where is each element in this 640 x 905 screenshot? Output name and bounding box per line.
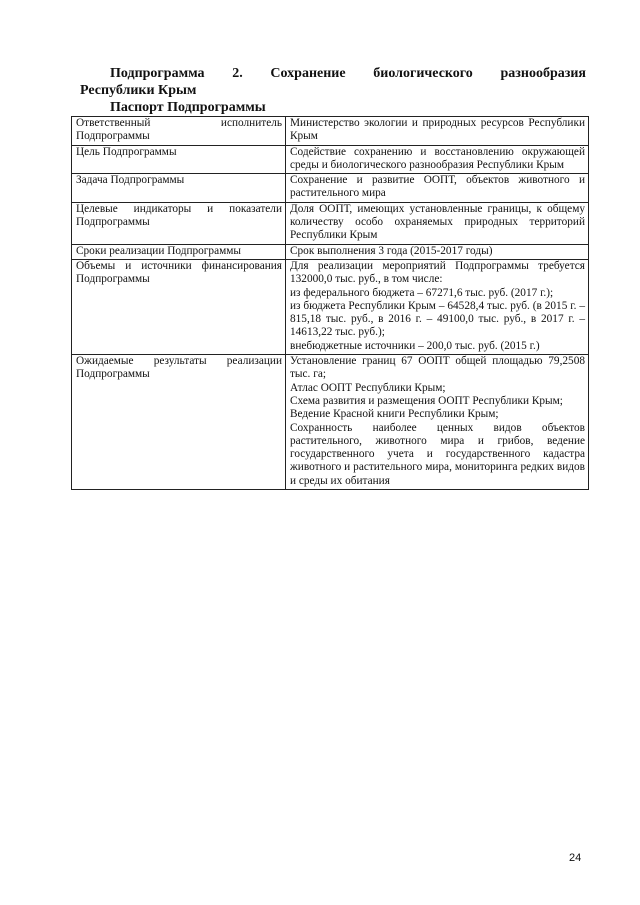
row-label: Объемы и источники финансирования Подпрограммы [72, 259, 286, 354]
passport-table [71, 116, 589, 490]
value-line: Ведение Красной книги Республики Крым; [290, 408, 499, 421]
value-line: внебюджетные источники – 200,0 тыс. руб. (2015 г.) [290, 339, 540, 352]
table-row [72, 174, 589, 203]
table-row [72, 259, 589, 354]
value-line: из бюджета Республики Крым – 64528,4 тыс. руб. (в 2015 г. – 815,18 тыс. руб., в 2016 г. – 49100,0 тыс. руб., в 2017 г. – 14613,22 тыс. руб.); [290, 299, 585, 339]
heading-word: Сохранение [270, 66, 346, 81]
subprogram-heading-line-1 [80, 65, 586, 82]
row-value [286, 202, 589, 244]
value-line: Схема развития и размещения ООПТ Республики Крым; [290, 394, 563, 407]
value-line: Министерство экологии и природных ресурсов Республики Крым [290, 117, 585, 143]
value-line: Для реализации мероприятий Подпрограммы требуется 132000,0 тыс. руб., в том числе: [290, 259, 585, 286]
value-line: Доля ООПТ, имеющих установленные границы, к общему количеству особо охраняемых природных территорий Республики Крым [290, 202, 585, 242]
row-label: Сроки реализации Подпрограммы [72, 244, 286, 259]
row-value [286, 355, 589, 490]
table-row [72, 202, 589, 244]
value-line: Срок выполнения 3 года (2015-2017 годы) [290, 244, 493, 257]
subprogram-heading [80, 65, 586, 99]
row-value [286, 117, 589, 146]
value-line: Содействие сохранению и восстановлению окружающей среды и биологического разнообразия Республики Крым [290, 145, 585, 171]
row-label: Цель Подпрограммы [72, 145, 286, 174]
row-label: Целевые индикаторы и показатели Подпрограммы [72, 202, 286, 244]
row-value [286, 259, 589, 354]
page-number: 24 [569, 852, 582, 864]
table-row [72, 355, 589, 490]
row-label: Ответственный исполнитель Подпрограммы [72, 117, 286, 146]
passport-title: Паспорт Подпрограммы [110, 100, 266, 115]
row-value [286, 244, 589, 259]
value-line: Атлас ООПТ Республики Крым; [290, 381, 446, 394]
value-line: Установление границ 67 ООПТ общей площадью 79,2508 тыс. га; [290, 355, 585, 381]
heading-word: Подпрограмма [110, 66, 205, 81]
row-label: Задача Подпрограммы [72, 174, 286, 203]
value-line: Сохранение и развитие ООПТ, объектов животного и растительного мира [290, 174, 585, 200]
subprogram-heading-line-2: Республики Крым [80, 83, 197, 98]
value-line: Сохранность наиболее ценных видов объектов растительного, животного мира и грибов, ведение государственного учета и государственного кадастра животного и растительного мира, мониторинга редких видов и среды их обитания [290, 421, 585, 487]
table-row [72, 244, 589, 259]
heading-word: 2. [232, 66, 243, 81]
table-row [72, 117, 589, 146]
row-value [286, 145, 589, 174]
value-line: из федерального бюджета – 67271,6 тыс. руб. (2017 г.); [290, 286, 554, 299]
heading-word: разнообразия [500, 66, 586, 81]
row-value [286, 174, 589, 203]
heading-word: биологического [373, 66, 473, 81]
row-label: Ожидаемые результаты реализации Подпрограммы [72, 355, 286, 490]
table-row [72, 145, 589, 174]
